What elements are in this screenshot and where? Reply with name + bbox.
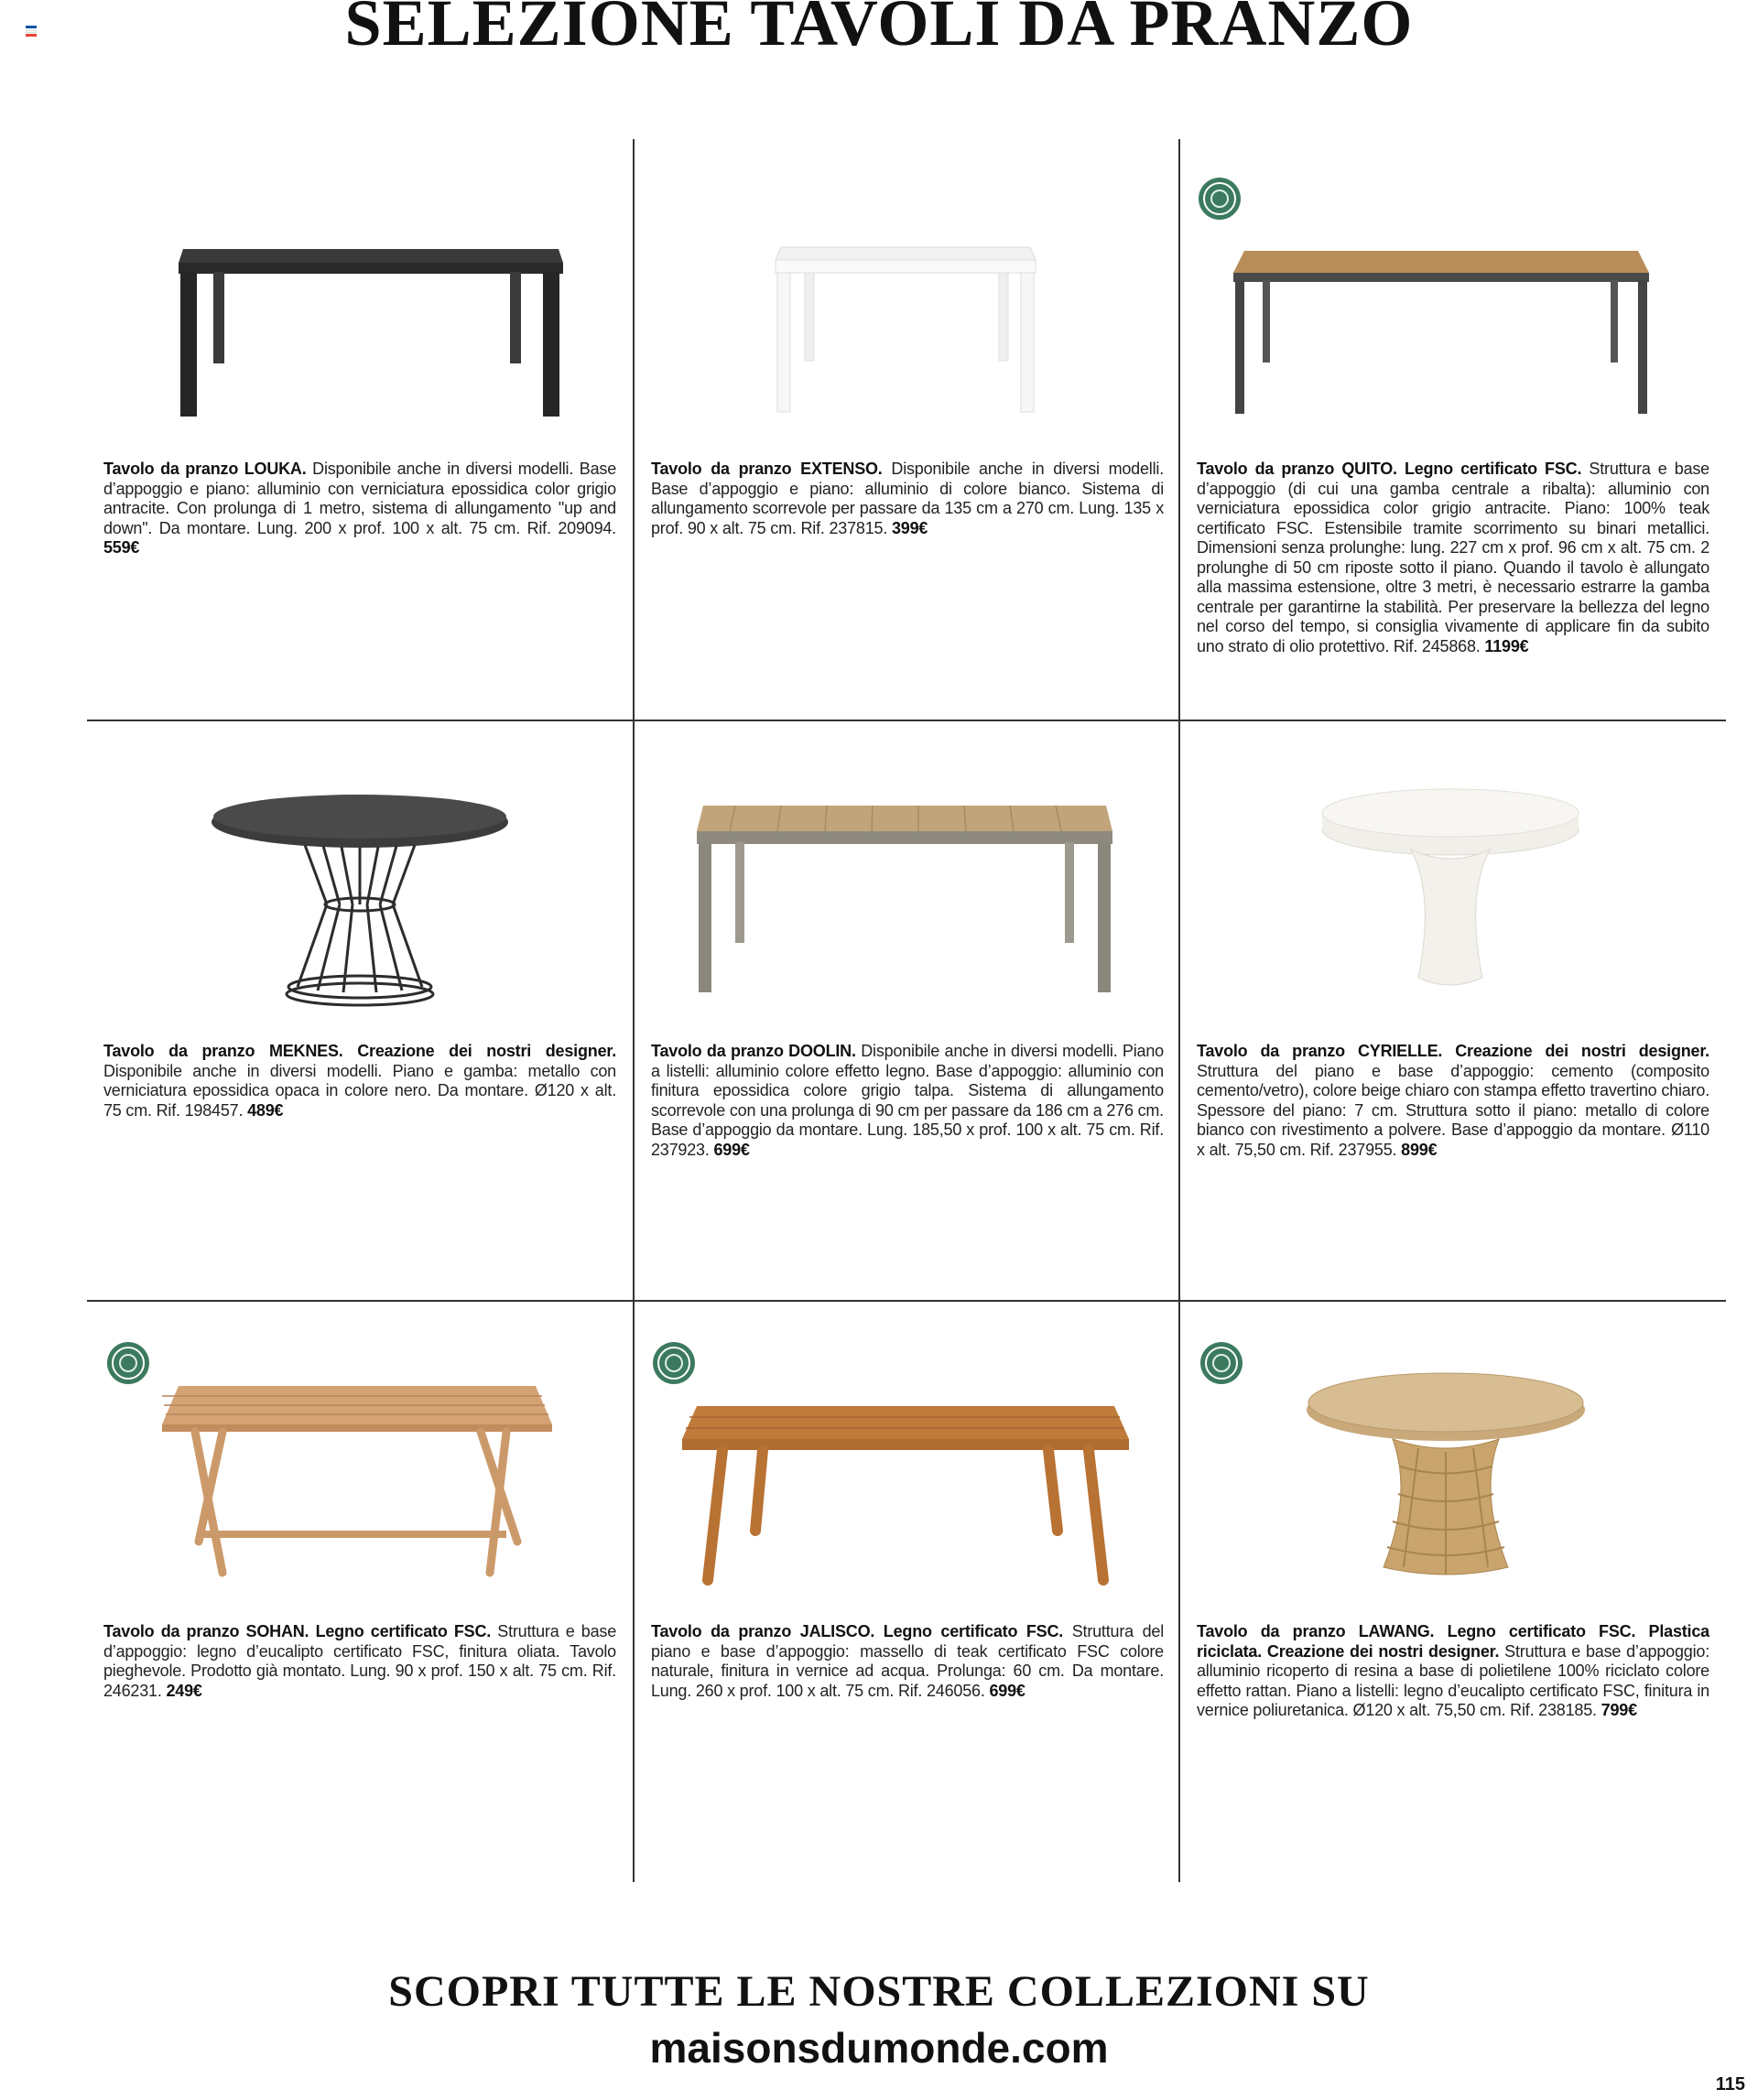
product-name: Tavolo da pranzo MEKNES. Creazione dei nostri designer. bbox=[103, 1042, 616, 1060]
product-name: Tavolo da pranzo DOOLIN. bbox=[651, 1042, 856, 1060]
product-details: Disponibile anche in diversi modelli. Base d’appoggio e piano: alluminio con verniciatura epossidica color grigio antracite. Con prolunga di 1 metro, sistema di allungamento "up and down". Da montare. Lung. 200 x prof. 100 x alt. 75 cm. Rif. 209094. bbox=[103, 460, 616, 537]
product-image-doolin[interactable] bbox=[635, 721, 1178, 1023]
product-image-meknes[interactable] bbox=[87, 721, 633, 1023]
product-description-jalisco bbox=[651, 1622, 1164, 1701]
table-rectangular-taupe-icon bbox=[635, 721, 1178, 1023]
product-details: Struttura e base d’appoggio: legno d’eucalipto certificato FSC, finitura oliata. Tavolo pieghevole. Prodotto già montato. Lung. 90 x prof. 150 x alt. 75 cm. Rif. 246231. bbox=[103, 1622, 616, 1700]
footer-heading: SCOPRI TUTTE LE NOSTRE COLLEZIONI SU bbox=[388, 1967, 1370, 2016]
product-card-extenso bbox=[635, 139, 1178, 720]
product-name: Tavolo da pranzo EXTENSO. bbox=[651, 460, 883, 478]
product-image-extenso[interactable] bbox=[635, 139, 1178, 441]
product-name: Tavolo da pranzo LOUKA. bbox=[103, 460, 307, 478]
product-price: 249€ bbox=[166, 1681, 202, 1700]
product-card-doolin bbox=[635, 721, 1178, 1300]
table-rectangular-white-icon bbox=[635, 139, 1178, 441]
product-price: 699€ bbox=[713, 1140, 750, 1159]
product-description-sohan bbox=[103, 1622, 616, 1701]
table-round-wire-icon bbox=[87, 721, 633, 1023]
product-price: 399€ bbox=[891, 518, 928, 537]
product-details: Struttura e base d’appoggio: alluminio ricoperto di resina a base di polietilene 100% riciclato colore effetto rattan. Piano a listelli: legno d’eucalipto certificato FSC, finitura in vernice poliuretanica. Ø120 x alt. 75,50 cm. Rif. 238185. bbox=[1197, 1641, 1709, 1719]
product-price: 799€ bbox=[1601, 1701, 1637, 1719]
product-card-jalisco bbox=[635, 1302, 1178, 1882]
product-description-quito bbox=[1197, 460, 1709, 656]
product-price: 899€ bbox=[1401, 1140, 1438, 1159]
table-rectangular-teak-icon bbox=[1180, 139, 1726, 441]
page-title: SELEZIONE TAVOLI DA PRANZO bbox=[344, 0, 1414, 60]
product-price: 559€ bbox=[103, 538, 140, 557]
table-rectangular-dark-icon bbox=[87, 139, 633, 441]
product-name: Tavolo da pranzo CYRIELLE. Creazione dei nostri designer. bbox=[1197, 1042, 1709, 1060]
product-card-cyrielle bbox=[1180, 721, 1726, 1300]
product-image-cyrielle[interactable] bbox=[1180, 721, 1726, 1023]
product-image-jalisco[interactable] bbox=[635, 1302, 1178, 1604]
product-image-sohan[interactable] bbox=[87, 1302, 633, 1604]
product-card-lawang bbox=[1180, 1302, 1726, 1882]
table-round-rattan-icon bbox=[1180, 1302, 1726, 1604]
product-price: 489€ bbox=[247, 1100, 284, 1120]
product-card-sohan bbox=[87, 1302, 633, 1882]
product-name: Tavolo da pranzo QUITO. Legno certificato FSC. bbox=[1197, 460, 1582, 478]
product-card-meknes bbox=[87, 721, 633, 1300]
table-folding-wood-icon bbox=[87, 1302, 633, 1604]
table-round-pedestal-icon bbox=[1180, 721, 1726, 1023]
product-details: Disponibile anche in diversi modelli. Piano e gamba: metallo con verniciatura epossidica opaca in colore nero. Da montare. Ø120 x alt. 75 cm. Rif. 198457. bbox=[103, 1061, 616, 1120]
product-image-louka[interactable] bbox=[87, 139, 633, 441]
product-description-meknes bbox=[103, 1042, 616, 1120]
product-image-quito[interactable] bbox=[1180, 139, 1726, 441]
product-name: Tavolo da pranzo LAWANG. Legno certificato FSC. Plastica riciclata. Creazione dei nostri designer. bbox=[1197, 1622, 1709, 1661]
product-description-extenso bbox=[651, 460, 1164, 538]
product-image-lawang[interactable] bbox=[1180, 1302, 1726, 1604]
product-details: Disponibile anche in diversi modelli. Piano a listelli: alluminio colore effetto legno. Base d’appoggio: alluminio con finitura epossidica colore grigio talpa. Sistema di allungamento scorrevole con una prolunga di 90 cm per passare da 186 cm a 276 cm. Base d’appoggio da montare. Lung. 185,50 x prof. 100 x alt. 75 cm. Rif. 237923. bbox=[651, 1042, 1164, 1159]
product-description-cyrielle bbox=[1197, 1042, 1709, 1160]
product-details: Disponibile anche in diversi modelli. Base d’appoggio e piano: alluminio di colore bianco. Sistema di allungamento scorrevole per passare da 135 cm a 270 cm. Lung. 135 x prof. 90 x alt. 75 cm. Rif. 237815. bbox=[651, 460, 1165, 537]
product-card-quito bbox=[1180, 139, 1726, 720]
product-card-louka bbox=[87, 139, 633, 720]
product-details: Struttura del piano e base d’appoggio: cemento (composito cemento/vetro), colore beige chiaro con stampa effetto travertino chiaro. Spessore del piano: 7 cm. Struttura sotto il piano: metallo di colore bianco con rivestimento a polvere. Base d’appoggio da montare. Ø110 x alt. 75,50 cm. Rif. 237955. bbox=[1197, 1061, 1709, 1159]
product-details: Struttura e base d’appoggio (di cui una gamba centrale a ribalta): alluminio con verniciatura epossidica color grigio antracite. Piano: 100% teak certificato FSC. Estensibile tramite scorrimento su binari metallici. Dimensioni senza prolunghe: lung. 227 cm x prof. 96 cm x alt. 75 cm. 2 prolunghe di 50 cm riposte sotto il piano. Quando il tavolo è allungato alla massima estensione, oltre 3 metri, è necessario estrarre la gamba centrale per garantirne la stabilità. Per preservare la bellezza del legno nel corso del tempo, si consiglia vivamente di applicare fin da subito uno strato di olio protettivo. Rif. 245868. bbox=[1197, 460, 1709, 655]
page-number: 115 bbox=[1715, 2074, 1745, 2095]
product-price: 699€ bbox=[989, 1681, 1026, 1700]
product-grid bbox=[87, 139, 1726, 1882]
product-price: 1199€ bbox=[1484, 636, 1529, 655]
product-description-lawang bbox=[1197, 1622, 1709, 1721]
product-name: Tavolo da pranzo JALISCO. Legno certificato FSC. bbox=[651, 1622, 1064, 1640]
product-name: Tavolo da pranzo SOHAN. Legno certificato FSC. bbox=[103, 1622, 492, 1640]
product-description-doolin bbox=[651, 1042, 1164, 1160]
product-details: Struttura del piano e base d’appoggio: massello di teak certificato FSC colore naturale, finitura in vernice ad acqua. Prolunga: 60 cm. Da montare. Lung. 260 x prof. 100 x alt. 75 cm. Rif. 246056. bbox=[651, 1622, 1164, 1700]
website-link[interactable]: maisonsdumonde.com bbox=[649, 2024, 1109, 2072]
table-teak-angled-legs-icon bbox=[635, 1302, 1178, 1604]
product-description-louka bbox=[103, 460, 616, 558]
